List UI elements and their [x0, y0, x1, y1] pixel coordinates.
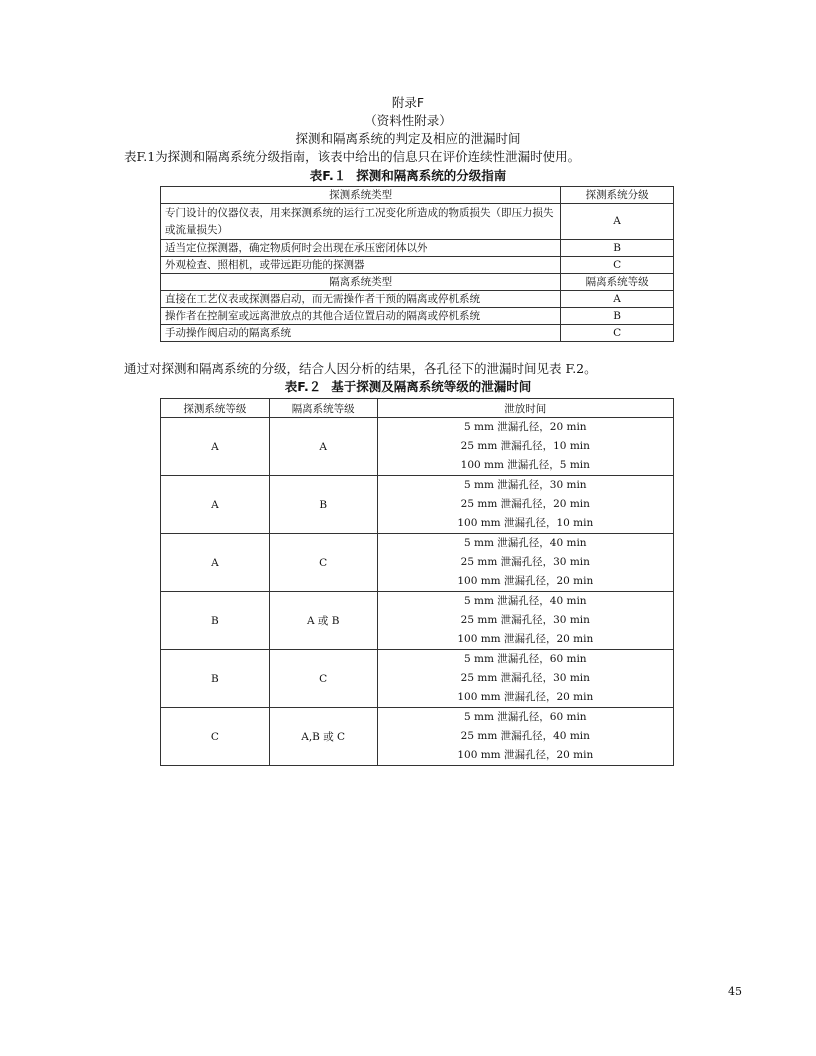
detect-type-cell: 外观检查、照相机，或带远距功能的探测器 [161, 257, 561, 274]
leak-time-cell [377, 418, 673, 476]
leak-time-line: 25 mm 泄漏孔径，30 min [460, 672, 590, 684]
detect-grade-cell: C [561, 257, 674, 274]
leak-time-line: 25 mm 泄漏孔径，40 min [460, 730, 590, 742]
leak-time-line: 100 mm 泄漏孔径，10 min [457, 517, 594, 529]
table-row [161, 476, 674, 534]
table-row [161, 708, 674, 766]
table-row [161, 291, 674, 308]
detect-grade-header: 探测系统等级 [161, 399, 270, 418]
leak-time-line: 5 mm 泄漏孔径，40 min [464, 537, 587, 549]
leak-time-line: 100 mm 泄漏孔径，5 min [460, 459, 590, 471]
table-header-row [161, 274, 674, 291]
detection-isolation-grading-table [160, 186, 674, 342]
table-row [161, 325, 674, 342]
intro-paragraph-1: 表F.1为探测和隔离系统分级指南，该表中给出的信息只在评价连续性泄漏时使用。 [124, 149, 581, 164]
intro-paragraph-2: 通过对探测和隔离系统的分级，结合人因分析的结果，各孔径下的泄漏时间见表 F.2。 [124, 361, 597, 376]
detect-grade-cell: A [561, 204, 674, 240]
detect-grade-cell: A [161, 476, 270, 534]
leak-duration-table [160, 398, 674, 766]
isolate-type-header: 隔离系统类型 [161, 274, 561, 291]
table-row [161, 204, 674, 240]
detect-grade-cell: B [561, 240, 674, 257]
isolate-type-cell: 手动操作阀启动的隔离系统 [161, 325, 561, 342]
isolate-grade-header: 隔离系统等级 [269, 399, 377, 418]
leak-time-line: 5 mm 泄漏孔径，60 min [464, 711, 587, 723]
leak-time-cell [377, 534, 673, 592]
leak-time-line: 25 mm 泄漏孔径，30 min [460, 556, 590, 568]
isolate-grade-cell: A [561, 291, 674, 308]
detect-type-header: 探测系统类型 [161, 187, 561, 204]
detect-grade-cell: A [161, 534, 270, 592]
leak-time-line: 100 mm 泄漏孔径，20 min [457, 691, 594, 703]
leak-time-line: 25 mm 泄漏孔径，20 min [460, 498, 590, 510]
leak-time-header: 泄放时间 [377, 399, 673, 418]
isolate-type-cell: 直接在工艺仪表或探测器启动，而无需操作者干预的隔离或停机系统 [161, 291, 561, 308]
detect-grade-cell: A [161, 418, 270, 476]
detect-grade-cell: B [161, 592, 270, 650]
leak-time-line: 5 mm 泄漏孔径，30 min [464, 479, 587, 491]
table2-caption-title: 基于探测及隔离系统等级的泄漏时间 [331, 379, 532, 394]
isolate-type-cell: 操作者在控制室或远离泄放点的其他合适位置启动的隔离或停机系统 [161, 308, 561, 325]
table2-caption-number: 表F.２ [284, 379, 322, 394]
table-row [161, 418, 674, 476]
table-row [161, 257, 674, 274]
isolate-grade-cell: B [561, 308, 674, 325]
table-row [161, 534, 674, 592]
detect-grade-cell: C [161, 708, 270, 766]
isolate-grade-cell: B [269, 476, 377, 534]
isolate-grade-header: 隔离系统等级 [561, 274, 674, 291]
table-row [161, 240, 674, 257]
table-row [161, 650, 674, 708]
table2-caption [0, 379, 816, 395]
leak-time-line: 5 mm 泄漏孔径，60 min [464, 653, 587, 665]
appendix-label: 附录F [391, 95, 425, 110]
detect-grade-cell: B [161, 650, 270, 708]
page-number: 45 [728, 985, 742, 998]
leak-time-line: 5 mm 泄漏孔径，20 min [464, 421, 587, 433]
leak-time-cell [377, 592, 673, 650]
isolate-grade-cell: C [561, 325, 674, 342]
isolate-grade-cell: A [269, 418, 377, 476]
leak-time-line: 100 mm 泄漏孔径，20 min [457, 575, 594, 587]
leak-time-line: 100 mm 泄漏孔径，20 min [457, 749, 594, 761]
detect-type-cell: 适当定位探测器，确定物质何时会出现在承压密闭体以外 [161, 240, 561, 257]
detect-type-cell: 专门设计的仪器仪表，用来探测系统的运行工况变化所造成的物质损失（即压力损失或流量损失） [161, 204, 561, 240]
appendix-type: （资料性附录） [364, 113, 452, 128]
table-row [161, 592, 674, 650]
table1-caption [0, 168, 816, 184]
table1-caption-title: 探测和隔离系统的分级指南 [356, 168, 507, 183]
leak-time-line: 25 mm 泄漏孔径，30 min [460, 614, 590, 626]
detect-grade-header: 探测系统分级 [561, 187, 674, 204]
table1-caption-number: 表F.１ [309, 168, 347, 183]
table-row [161, 308, 674, 325]
isolate-grade-cell: A,B 或 C [269, 708, 377, 766]
isolate-grade-cell: C [269, 534, 377, 592]
table-header-row [161, 187, 674, 204]
leak-time-cell [377, 476, 673, 534]
isolate-grade-cell: C [269, 650, 377, 708]
leak-time-line: 5 mm 泄漏孔径，40 min [464, 595, 587, 607]
leak-time-line: 25 mm 泄漏孔径，10 min [460, 440, 590, 452]
leak-time-cell [377, 650, 673, 708]
isolate-grade-cell: A 或 B [269, 592, 377, 650]
table-header-row [161, 399, 674, 418]
leak-time-line: 100 mm 泄漏孔径，20 min [457, 633, 594, 645]
leak-time-cell [377, 708, 673, 766]
appendix-title: 探测和隔离系统的判定及相应的泄漏时间 [295, 131, 521, 146]
